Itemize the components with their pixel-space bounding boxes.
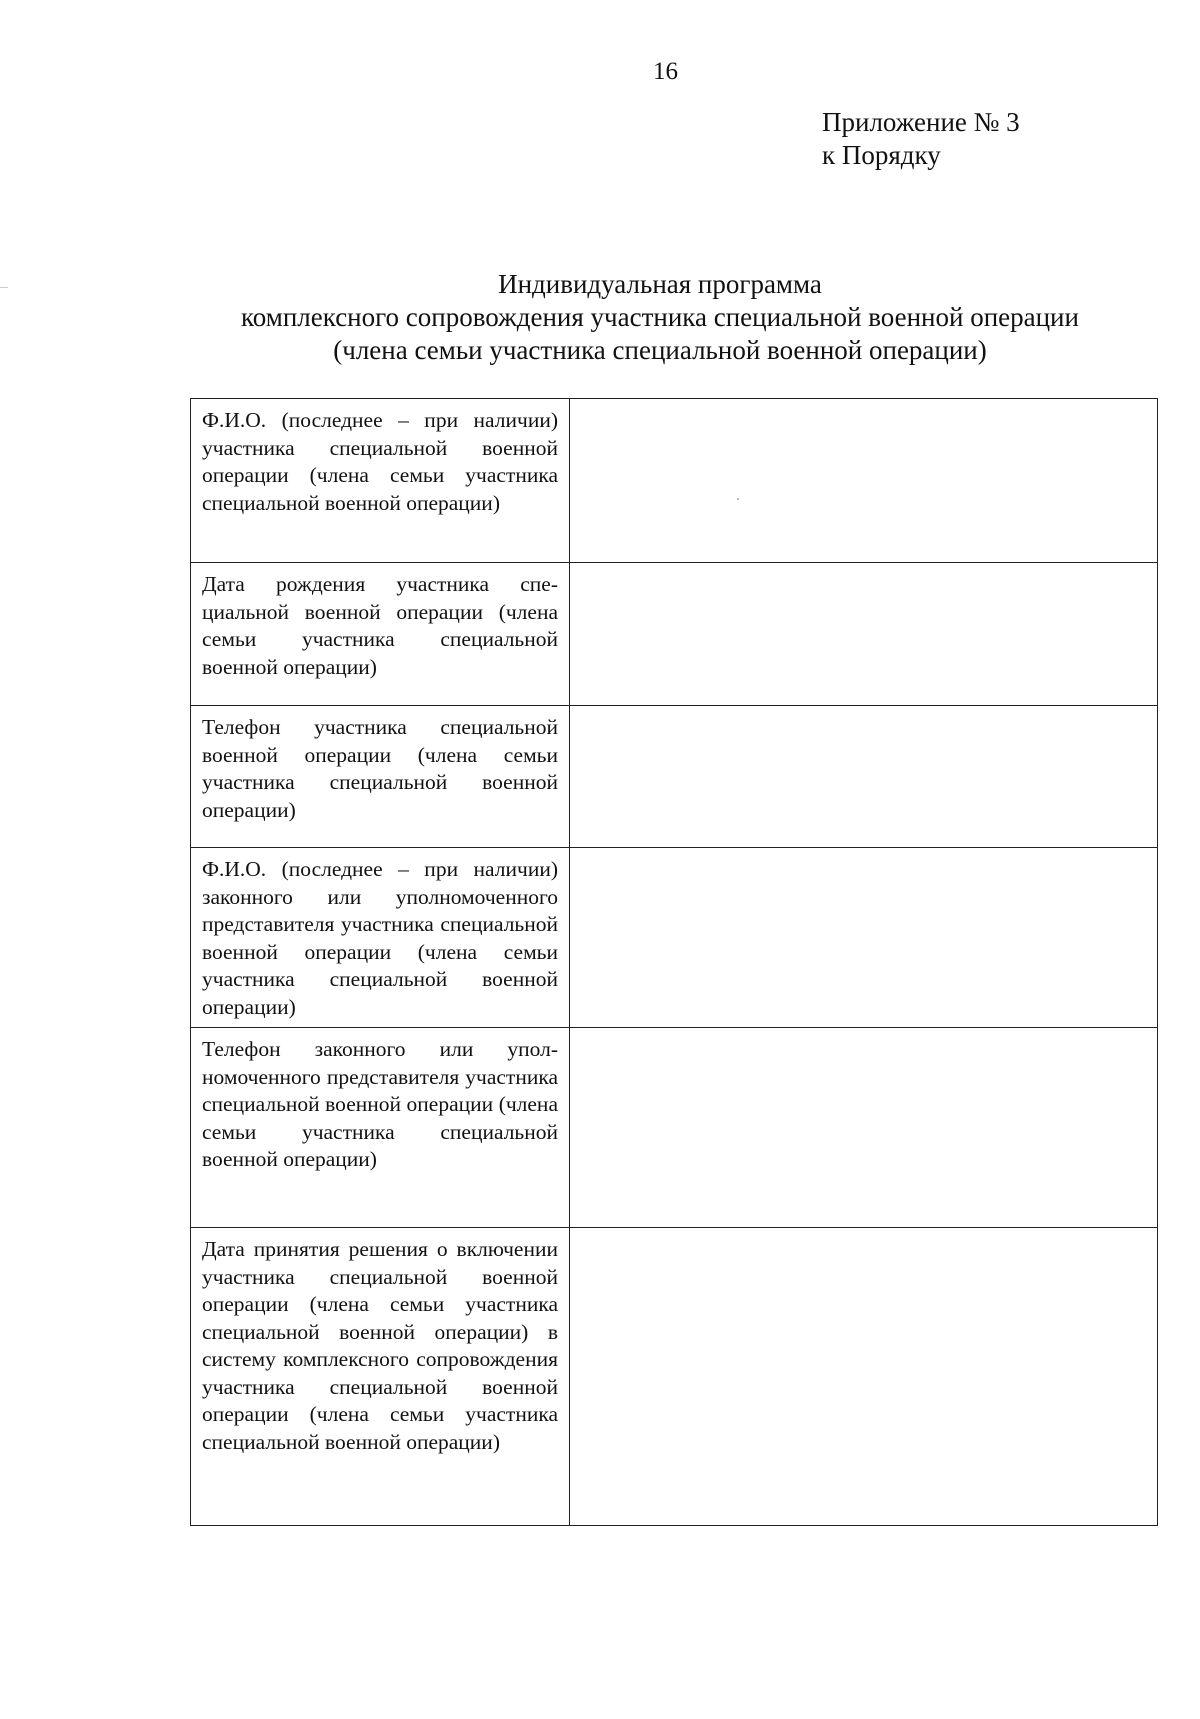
document-title-line-3: (члена семьи участника специальной военной операции) bbox=[333, 335, 987, 365]
field-label-participant-name: Ф.И.О. (последнее – при наличии) участника специальной военной операции (члена семьи участника специальной военной операции) bbox=[191, 399, 570, 563]
appendix-heading bbox=[822, 106, 1020, 172]
field-value-participant-phone[interactable] bbox=[570, 706, 1158, 848]
appendix-line-2: к Порядку bbox=[822, 140, 941, 170]
appendix-line-1: Приложение № 3 bbox=[822, 107, 1020, 137]
field-value-inclusion-decision-date[interactable] bbox=[570, 1228, 1158, 1526]
form-row-birth-date bbox=[191, 563, 1158, 706]
scan-margin-mark bbox=[0, 287, 8, 288]
document-title bbox=[160, 268, 1160, 367]
document-title-line-2: комплексного сопровождения участника специальной военной операции bbox=[241, 302, 1079, 332]
form-row-representative-phone bbox=[191, 1028, 1158, 1228]
field-label-representative-name: Ф.И.О. (последнее – при наличии) законного или уполномоченного представителя участника специальной военной операции (члена семьи участника специальной военной операции) bbox=[191, 848, 570, 1028]
field-label-inclusion-decision-date: Дата принятия решения о включении участника специальной военной операции (члена семьи участника специальной военной операции) в систему комплексного сопровождения участника специальной военной операции (члена семьи участника специальной военной операции) bbox=[191, 1228, 570, 1526]
form-row-participant-phone bbox=[191, 706, 1158, 848]
form-row-inclusion-decision-date bbox=[191, 1228, 1158, 1526]
form-row-representative-name bbox=[191, 848, 1158, 1028]
field-value-birth-date[interactable] bbox=[570, 563, 1158, 706]
program-form-table bbox=[190, 398, 1158, 1526]
form-row-participant-name bbox=[191, 399, 1158, 563]
page-number: 16 bbox=[653, 58, 678, 85]
document-title-line-1: Индивидуальная программа bbox=[498, 269, 822, 299]
field-label-birth-date: Дата рождения участника специальной военной операции (члена семьи участника специальной военной операции) bbox=[191, 563, 570, 706]
field-label-participant-phone: Телефон участника специальной военной операции (члена семьи участника специальной военной операции) bbox=[191, 706, 570, 848]
scan-dust-mark bbox=[737, 498, 739, 500]
field-value-representative-name[interactable] bbox=[570, 848, 1158, 1028]
field-value-participant-name[interactable] bbox=[570, 399, 1158, 563]
field-label-representative-phone: Телефон законного или уполномоченного представителя участника специальной военной операции (члена семьи участника специальной военной операции) bbox=[191, 1028, 570, 1228]
field-value-representative-phone[interactable] bbox=[570, 1028, 1158, 1228]
